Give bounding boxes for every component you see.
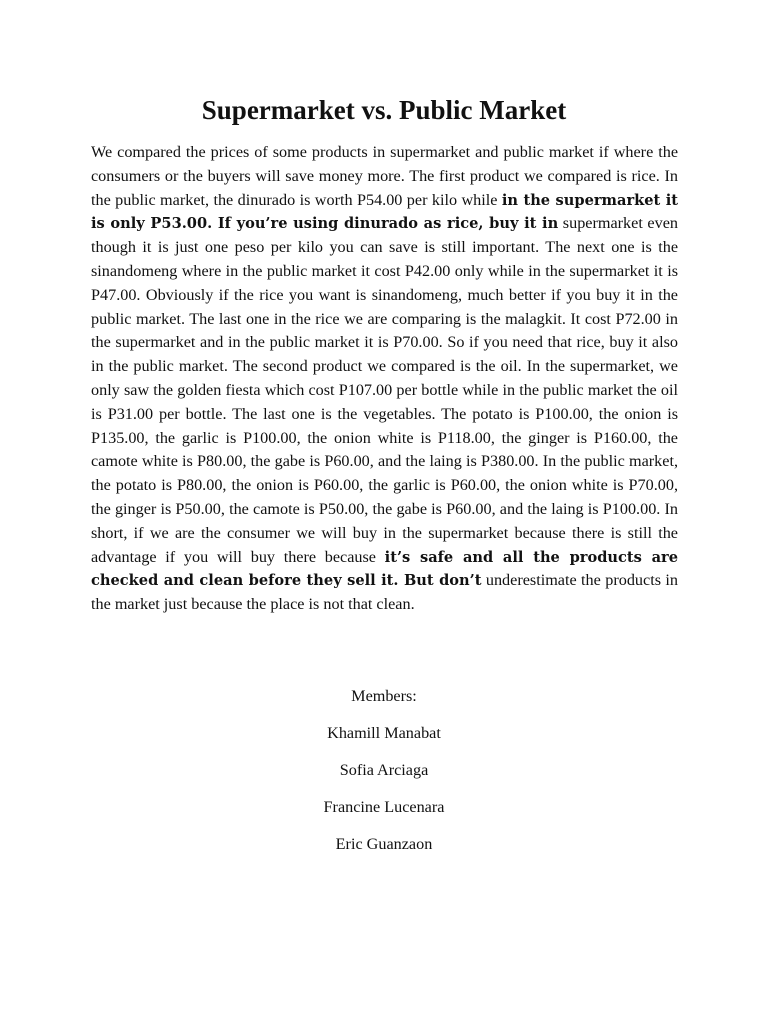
paragraph-segment-bold: in the supermarket it is only P53.00. If you’re using dinurado as rice, buy it in: [91, 191, 678, 233]
paragraph-segment: We compared the prices of some products in supermarket and public market if where the consumers or the buyers will save money more. The first product we compared is rice. In the public market, the dinurado is worth P54.00 per kilo while: [91, 143, 678, 209]
member-name: Eric Guanzaon: [335, 835, 433, 853]
paragraph-segment: underestimate the products in the market just because the place is not that clean.: [91, 571, 678, 614]
member-name: Sofia Arciaga: [339, 761, 429, 779]
members-label: Members:: [351, 687, 417, 705]
paragraph-segment-bold: it’s safe and all the products are checked and clean before they sell it. But don’t: [91, 548, 679, 590]
body-paragraph: [91, 141, 678, 617]
member-name: Khamill Manabat: [327, 724, 441, 742]
members-section: [0, 685, 768, 870]
document-title: Supermarket vs. Public Market: [201, 95, 567, 125]
paragraph-segment: supermarket even though it is just one peso per kilo you can save is still important. The next one is the sinandomeng where in the public market it cost P42.00 only while in the supermarket it is P47.00. Obviously if the rice you want is sinandomeng, much better if you buy it in the public market. The last one in the rice we are comparing is the malagkit. It cost P72.00 in the supermarket and in the public market it is P70.00. So if you need that rice, buy it also in the public market. The second product we compared is the oil. In the supermarket, we only saw the golden fiesta which cost P107.00 per bottle while in the public market the oil is P31.00 per bottle. The last one is the vegetables. The potato is P100.00, the onion is P135.00, the garlic is P100.00, the onion white is P118.00, the ginger is P160.00, the camote white is P80.00, the gabe is P60.00, and the laing is P380.00. In the public market, the potato is P80.00, the onion is P60.00, the garlic is P60.00, the onion white is P70.00, the ginger is P50.00, the camote is P50.00, the gabe is P60.00, and the laing is P100.00. In short, if we are the consumer we will buy in the supermarket because there is still the advantage if you will buy there because: [91, 214, 678, 566]
member-name: Francine Lucenara: [323, 798, 445, 816]
